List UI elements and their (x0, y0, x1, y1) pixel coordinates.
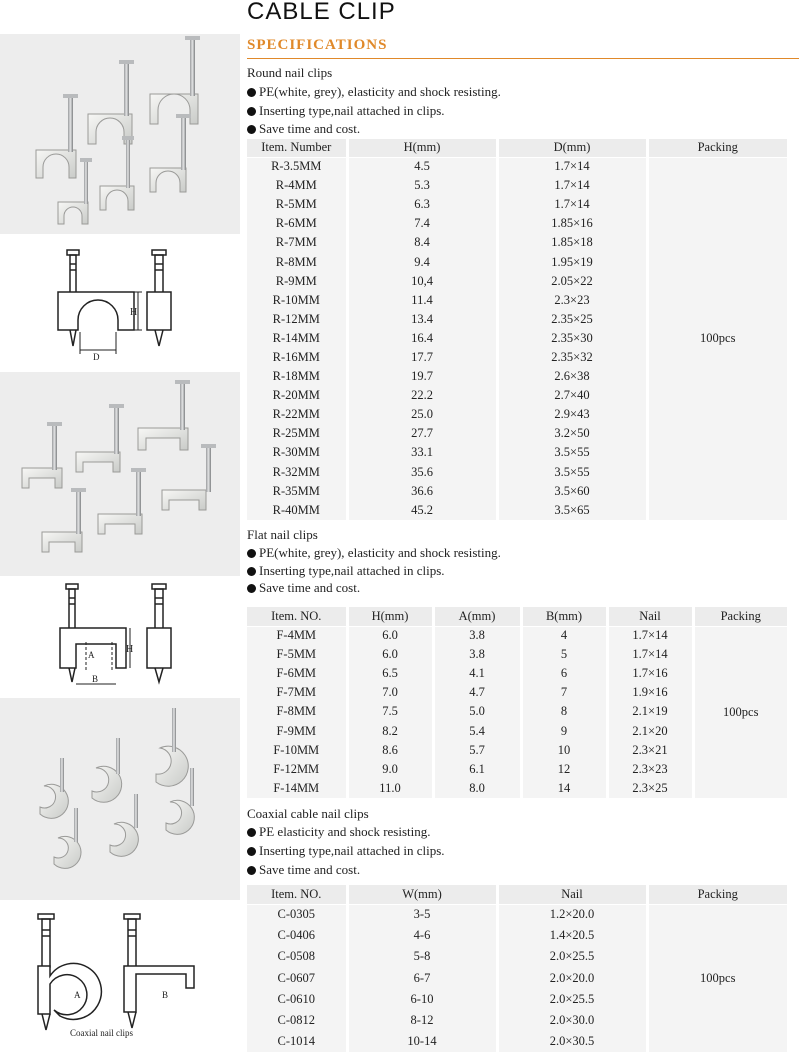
coax-b-label: B (162, 990, 169, 1000)
round-clips-photo (0, 34, 240, 234)
round-cell: 2.6×38 (497, 367, 647, 386)
flat-cell: F-9MM (247, 721, 347, 740)
flat-a-label: A (88, 650, 95, 660)
bullet-dot-icon (247, 567, 256, 576)
flat-cell: 7.0 (347, 683, 433, 702)
round-cell: 22.2 (347, 386, 497, 405)
round-h-label: H (130, 307, 138, 318)
coax-spec-table (247, 885, 787, 1052)
flat-cell: 5.7 (433, 741, 521, 760)
coax-section-title: Coaxial cable nail clips (247, 806, 369, 821)
round-cell: 2.7×40 (497, 386, 647, 405)
flat-cell: F-5MM (247, 645, 347, 664)
round-cell: 35.6 (347, 463, 497, 482)
flat-header-item: Item. NO. (247, 607, 347, 626)
round-cell: R-32MM (247, 463, 347, 482)
round-cell: 2.35×32 (497, 348, 647, 367)
round-cell: R-5MM (247, 195, 347, 214)
flat-header-nail: Nail (607, 607, 693, 626)
flat-cell: F-14MM (247, 779, 347, 798)
round-cell: 3.2×50 (497, 424, 647, 443)
round-d-label: D (93, 352, 100, 362)
coax-cell: C-0812 (247, 1010, 347, 1031)
round-bullet-3: Save time and cost. (247, 121, 360, 137)
flat-packing-cell: 100pcs (693, 626, 787, 798)
flat-bullet-2: Inserting type,nail attached in clips. (247, 563, 445, 579)
coax-cell: 3-5 (347, 904, 497, 925)
flat-cell: 5 (521, 645, 607, 664)
round-cell: 6.3 (347, 195, 497, 214)
flat-header-b: B(mm) (521, 607, 607, 626)
bullet-dot-icon (247, 549, 256, 558)
coax-packing-cell: 100pcs (647, 904, 787, 1052)
flat-cell: 6.0 (347, 626, 433, 645)
coax-clip-drawing (0, 908, 240, 1058)
flat-bullet-3: Save time and cost. (247, 580, 360, 596)
flat-cell: 1.9×16 (607, 683, 693, 702)
round-cell: 1.95×19 (497, 252, 647, 271)
flat-cell: 2.3×25 (607, 779, 693, 798)
round-header-packing: Packing (647, 139, 787, 157)
coax-table-row (247, 904, 787, 925)
bullet-dot-icon (247, 125, 256, 134)
section-label: SPECIFICATIONS (247, 37, 388, 53)
flat-cell: 2.3×21 (607, 741, 693, 760)
coax-cell: 2.0×20.0 (497, 968, 647, 989)
coax-header-w: W(mm) (347, 885, 497, 904)
round-cell: R-12MM (247, 310, 347, 329)
round-cell: R-35MM (247, 482, 347, 501)
flat-b-label: B (92, 674, 99, 684)
coax-cell: C-0305 (247, 904, 347, 925)
round-cell: R-18MM (247, 367, 347, 386)
round-cell: R-8MM (247, 252, 347, 271)
flat-cell: 6.1 (433, 760, 521, 779)
round-cell: 1.85×18 (497, 233, 647, 252)
flat-cell: 7 (521, 683, 607, 702)
coax-cell: 10-14 (347, 1031, 497, 1052)
section-divider (247, 58, 799, 59)
round-cell: R-16MM (247, 348, 347, 367)
flat-header-packing: Packing (693, 607, 787, 626)
flat-cell: 11.0 (347, 779, 433, 798)
coax-cell: 6-7 (347, 968, 497, 989)
flat-cell: 1.7×14 (607, 645, 693, 664)
bullet-dot-icon (247, 828, 256, 837)
flat-h-label: H (126, 644, 134, 655)
round-cell: 11.4 (347, 291, 497, 310)
flat-cell: 5.0 (433, 702, 521, 721)
round-table-row (247, 157, 787, 176)
round-cell: 10,4 (347, 272, 497, 291)
flat-cell: 4.7 (433, 683, 521, 702)
round-cell: 5.3 (347, 176, 497, 195)
coax-header-item: Item. NO. (247, 885, 347, 904)
flat-cell: 2.1×19 (607, 702, 693, 721)
flat-cell: F-7MM (247, 683, 347, 702)
flat-cell: F-6MM (247, 664, 347, 683)
flat-header-h: H(mm) (347, 607, 433, 626)
round-header-h: H(mm) (347, 139, 497, 157)
flat-cell: 2.3×23 (607, 760, 693, 779)
round-cell: 4.5 (347, 157, 497, 176)
flat-cell: 3.8 (433, 626, 521, 645)
flat-header-a: A(mm) (433, 607, 521, 626)
round-spec-table (247, 139, 787, 520)
coax-cell: 4-6 (347, 925, 497, 946)
round-cell: R-3.5MM (247, 157, 347, 176)
round-cell: R-25MM (247, 424, 347, 443)
round-cell: 1.7×14 (497, 195, 647, 214)
coax-cell: 8-12 (347, 1010, 497, 1031)
coax-cell: 2.0×25.5 (497, 989, 647, 1010)
round-cell: 45.2 (347, 501, 497, 520)
flat-spec-table (247, 607, 787, 798)
round-cell: 3.5×60 (497, 482, 647, 501)
flat-cell: 3.8 (433, 645, 521, 664)
round-cell: 36.6 (347, 482, 497, 501)
round-cell: 2.35×30 (497, 329, 647, 348)
round-cell: 2.35×25 (497, 310, 647, 329)
flat-cell: 1.7×16 (607, 664, 693, 683)
flat-cell: 10 (521, 741, 607, 760)
flat-clip-drawing (0, 580, 240, 692)
round-clip-drawing (0, 242, 240, 364)
flat-cell: 6.0 (347, 645, 433, 664)
round-cell: R-10MM (247, 291, 347, 310)
coax-caption: Coaxial nail clips (70, 1028, 133, 1038)
flat-cell: 12 (521, 760, 607, 779)
round-packing-cell: 100pcs (647, 157, 787, 520)
bullet-dot-icon (247, 584, 256, 593)
round-cell: 2.05×22 (497, 272, 647, 291)
coax-clips-photo (0, 698, 240, 900)
round-section-title: Round nail clips (247, 65, 333, 80)
coax-cell: C-0508 (247, 946, 347, 967)
round-cell: 2.9×43 (497, 405, 647, 424)
coax-bullet-1: PE elasticity and shock resisting. (247, 824, 431, 840)
coax-cell: 5-8 (347, 946, 497, 967)
bullet-dot-icon (247, 847, 256, 856)
flat-cell: 8.6 (347, 741, 433, 760)
round-cell: 3.5×65 (497, 501, 647, 520)
flat-cell: 8.2 (347, 721, 433, 740)
round-cell: R-22MM (247, 405, 347, 424)
flat-cell: F-8MM (247, 702, 347, 721)
flat-section-title: Flat nail clips (247, 527, 318, 542)
coax-bullet-3: Save time and cost. (247, 862, 360, 878)
round-cell: R-14MM (247, 329, 347, 348)
round-cell: 3.5×55 (497, 463, 647, 482)
round-cell: R-20MM (247, 386, 347, 405)
page-title: CABLE CLIP (247, 0, 396, 25)
flat-cell: 5.4 (433, 721, 521, 740)
round-cell: R-7MM (247, 233, 347, 252)
round-cell: 33.1 (347, 443, 497, 462)
round-cell: R-4MM (247, 176, 347, 195)
flat-cell: 6.5 (347, 664, 433, 683)
round-cell: 17.7 (347, 348, 497, 367)
coax-bullet-2: Inserting type,nail attached in clips. (247, 843, 445, 859)
flat-cell: 9.0 (347, 760, 433, 779)
round-cell: R-30MM (247, 443, 347, 462)
flat-cell: 9 (521, 721, 607, 740)
round-cell: R-40MM (247, 501, 347, 520)
coax-cell: 2.0×30.0 (497, 1010, 647, 1031)
round-cell: 25.0 (347, 405, 497, 424)
round-header-item: Item. Number (247, 139, 347, 157)
round-cell: 2.3×23 (497, 291, 647, 310)
round-cell: R-6MM (247, 214, 347, 233)
flat-cell: 6 (521, 664, 607, 683)
round-cell: 1.7×14 (497, 157, 647, 176)
flat-cell: 4 (521, 626, 607, 645)
round-cell: 16.4 (347, 329, 497, 348)
bullet-dot-icon (247, 88, 256, 97)
flat-clips-photo (0, 372, 240, 576)
bullet-dot-icon (247, 866, 256, 875)
flat-cell: 4.1 (433, 664, 521, 683)
coax-cell: C-0607 (247, 968, 347, 989)
flat-cell: 8.0 (433, 779, 521, 798)
flat-table-row (247, 626, 787, 645)
flat-cell: 2.1×20 (607, 721, 693, 740)
coax-a-label: A (74, 990, 81, 1000)
coax-cell: 2.0×25.5 (497, 946, 647, 967)
coax-header-packing: Packing (647, 885, 787, 904)
flat-bullet-1: PE(white, grey), elasticity and shock resisting. (247, 545, 501, 561)
bullet-dot-icon (247, 107, 256, 116)
round-cell: 19.7 (347, 367, 497, 386)
round-bullet-2: Inserting type,nail attached in clips. (247, 103, 445, 119)
round-cell: 27.7 (347, 424, 497, 443)
round-cell: 3.5×55 (497, 443, 647, 462)
flat-cell: 8 (521, 702, 607, 721)
coax-cell: 2.0×30.5 (497, 1031, 647, 1052)
round-cell: 1.85×16 (497, 214, 647, 233)
flat-cell: 1.7×14 (607, 626, 693, 645)
coax-cell: C-0610 (247, 989, 347, 1010)
coax-cell: C-0406 (247, 925, 347, 946)
round-cell: 7.4 (347, 214, 497, 233)
flat-cell: 14 (521, 779, 607, 798)
round-bullet-1: PE(white, grey), elasticity and shock resisting. (247, 84, 501, 100)
coax-cell: 1.4×20.5 (497, 925, 647, 946)
flat-cell: F-12MM (247, 760, 347, 779)
round-cell: 13.4 (347, 310, 497, 329)
flat-cell: F-10MM (247, 741, 347, 760)
coax-header-nail: Nail (497, 885, 647, 904)
round-cell: 9.4 (347, 252, 497, 271)
coax-cell: 6-10 (347, 989, 497, 1010)
round-cell: 8.4 (347, 233, 497, 252)
flat-cell: 7.5 (347, 702, 433, 721)
coax-cell: C-1014 (247, 1031, 347, 1052)
coax-cell: 1.2×20.0 (497, 904, 647, 925)
round-cell: 1.7×14 (497, 176, 647, 195)
flat-cell: F-4MM (247, 626, 347, 645)
round-header-d: D(mm) (497, 139, 647, 157)
round-cell: R-9MM (247, 272, 347, 291)
